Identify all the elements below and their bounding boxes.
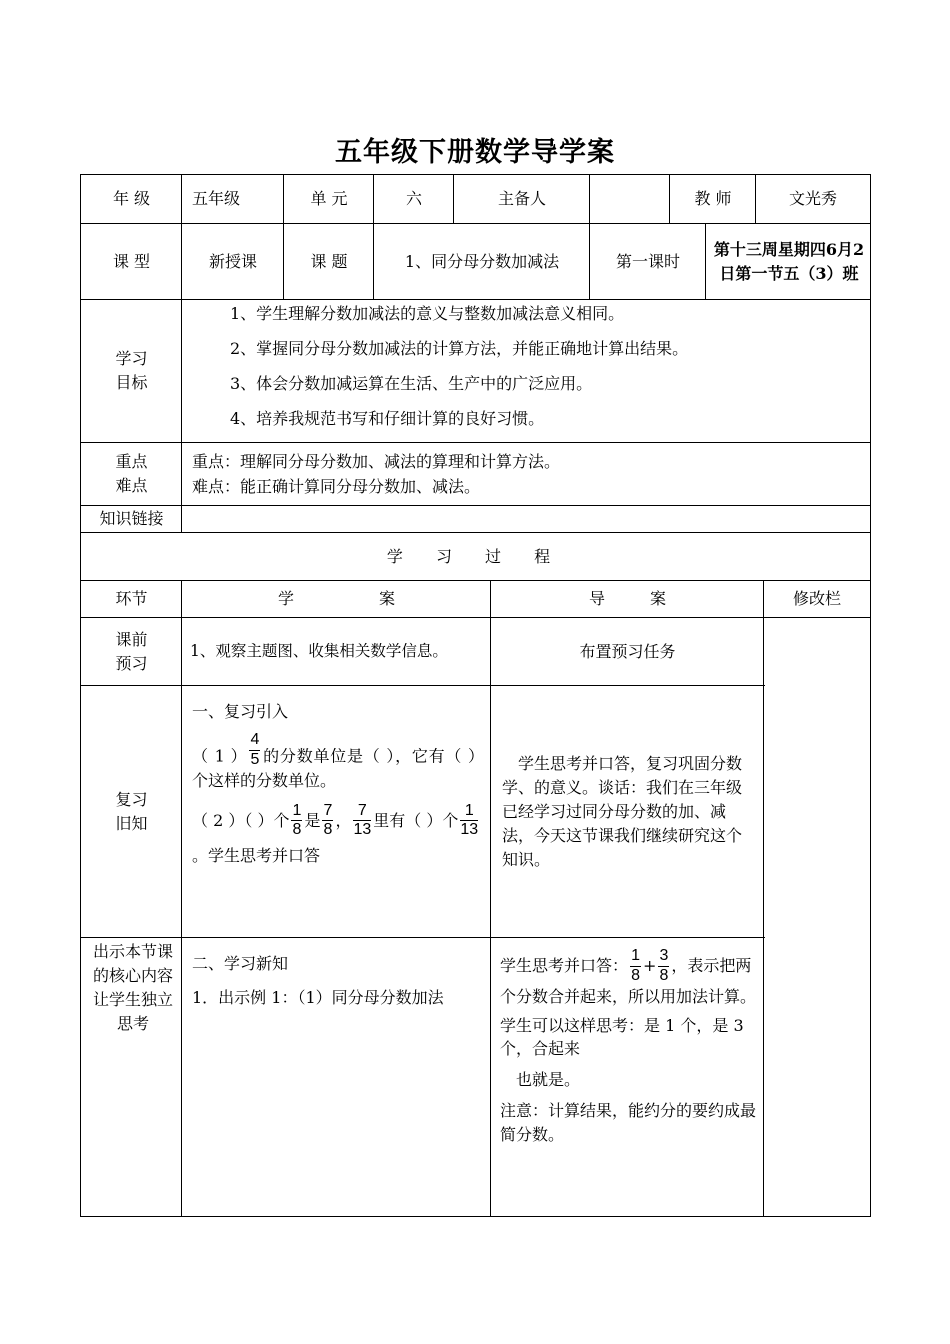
teacher-label: 教 师 — [694, 189, 732, 208]
fraction — [249, 732, 260, 769]
keypoints-content — [192, 450, 862, 502]
review-q1 — [192, 732, 484, 793]
newlearn-guide — [500, 948, 758, 1210]
newlearn-example: 1．出示例 1：（1）同分母分数加法 — [192, 988, 444, 1007]
goal-item: 3、体会分数加减运算在生活、生产中的广泛应用。 — [230, 374, 593, 393]
unit-label: 单 元 — [310, 189, 348, 208]
fraction — [460, 803, 478, 840]
teacher-value: 文光秀 — [788, 189, 837, 208]
table-rule — [373, 174, 374, 300]
preview-stage — [81, 618, 182, 685]
keypoints-label — [81, 443, 182, 505]
table-rule — [669, 174, 670, 224]
preview-stage-text: 课前预习 — [115, 629, 148, 673]
frac-den: 5 — [250, 750, 260, 768]
guide-p1 — [500, 948, 758, 1008]
col-revise: 修改栏 — [792, 589, 841, 608]
goals-label — [81, 300, 182, 442]
q2-prefix: （ 2 ）（ ）个 — [192, 810, 290, 830]
newlearn-heading: 二、学习新知 — [192, 954, 289, 973]
grade-value: 五年级 — [192, 189, 241, 208]
plus-sign: + — [643, 955, 657, 975]
table-border — [80, 1216, 871, 1217]
table-rule — [80, 937, 765, 938]
table-border — [80, 174, 81, 1217]
review-heading: 一、复习引入 — [192, 702, 289, 721]
guide-p3: 也就是。 — [516, 1070, 581, 1090]
table-rule — [763, 580, 764, 1217]
table-border — [80, 174, 871, 175]
period: 第一课时 — [615, 251, 680, 271]
table-rule — [80, 580, 871, 581]
table-rule — [181, 580, 182, 1217]
newlearn-study — [192, 952, 484, 1052]
preparer-label: 主备人 — [497, 189, 546, 208]
guide-p2: 学生可以这样思考：是 1 个，是 3 个，合起来 — [500, 1015, 744, 1058]
guide-p1-suffix: ，表示把两个分数合并起来，所以用加法计算。 — [500, 955, 757, 1006]
frac-num: 1 — [464, 801, 474, 819]
q1-text: 的分数单位是（ ），它有（ ）个这样的分数单位。 — [192, 746, 484, 790]
table-rule — [80, 505, 871, 506]
preparer-value — [590, 175, 670, 223]
frac-num: 7 — [357, 801, 367, 819]
frac-num: 1 — [631, 947, 640, 964]
frac-num: 4 — [250, 731, 260, 748]
knowledge-link-label: 知识链接 — [99, 509, 164, 528]
goals-list — [230, 302, 865, 442]
table-rule — [705, 223, 706, 300]
guide-p1-prefix: 学生思考并口答： — [500, 955, 629, 975]
frac-den: 13 — [460, 821, 479, 839]
frac-num: 3 — [659, 947, 669, 964]
type-label: 课 型 — [112, 251, 151, 271]
frac-den: 8 — [292, 821, 302, 839]
preview-study: 1、观察主题图、收集相关数学信息。 — [190, 641, 448, 660]
q1-prefix: （ 1 ） — [192, 746, 248, 766]
table-rule — [80, 299, 871, 300]
table-rule — [755, 174, 756, 224]
fraction — [322, 803, 333, 840]
frac-num: 7 — [323, 801, 333, 819]
type-value: 新授课 — [208, 251, 257, 271]
review-stage — [81, 686, 182, 937]
process-header: 学 习 过 程 — [386, 546, 565, 566]
table-rule — [80, 685, 765, 686]
table-rule — [80, 532, 871, 533]
newlearn-stage: 出示本节课的核心内容让学生独立思考 — [92, 942, 173, 1033]
goal-item: 4、培养我规范书写和仔细计算的良好习惯。 — [230, 409, 545, 428]
difficult-point: 难点：能正确计算同分母分数加、减法。 — [192, 476, 481, 496]
topic-value: 1、同分母分数加减法 — [404, 251, 560, 271]
fraction — [291, 803, 302, 840]
goals-label-text: 学习目标 — [115, 349, 148, 392]
frac-num: 1 — [292, 801, 302, 819]
table-border — [870, 174, 871, 1217]
fraction — [353, 803, 371, 840]
review-study — [192, 700, 484, 934]
q2-mid1: 是 — [304, 810, 321, 830]
col-study: 学 案 — [277, 589, 396, 608]
goal-item: 1、学生理解分数加减法的意义与整数加减法意义相同。 — [230, 304, 625, 323]
keypoints-label-text: 重点难点 — [115, 452, 148, 495]
schedule: 第十三周星期四6月2日第一节五（3）班 — [713, 240, 865, 283]
unit-value: 六 — [405, 189, 422, 208]
review-q2 — [192, 803, 484, 873]
page-title: 五年级下册数学导学案 — [335, 137, 615, 168]
fraction — [630, 948, 641, 985]
topic-label: 课 题 — [310, 251, 348, 271]
frac-den: 13 — [353, 821, 372, 839]
table-rule — [453, 174, 454, 224]
frac-den: 8 — [631, 966, 640, 984]
table-rule — [181, 174, 182, 533]
guide-p4: 注意：计算结果，能约分的要约成最简分数。 — [500, 1101, 757, 1144]
preview-guide: 布置预习任务 — [579, 641, 676, 661]
q2-end: 。学生思考并口答 — [192, 846, 321, 866]
q2-mid3: 里有（ ）个 — [373, 810, 459, 830]
table-rule — [80, 223, 871, 224]
goal-item: 2、掌握同分母分数加减法的计算方法，并能正确地计算出结果。 — [230, 339, 689, 358]
col-guide: 导 案 — [588, 589, 667, 608]
table-rule — [490, 580, 491, 1217]
table-rule — [589, 174, 590, 300]
review-stage-text: 复习旧知 — [115, 789, 148, 833]
fraction — [658, 948, 669, 985]
knowledge-link-value — [192, 506, 862, 532]
frac-den: 8 — [659, 966, 669, 984]
table-rule — [80, 442, 871, 443]
col-stage: 环节 — [115, 589, 148, 608]
q2-mid2: ， — [335, 810, 352, 830]
frac-den: 8 — [323, 821, 333, 839]
review-guide: 学生思考并口答，复习巩固分数学、的意义。谈话：我们在三年级已经学习过同分母分数的加、减法，今天这节课我们继续研究这个知识。 — [502, 754, 743, 869]
table-rule — [80, 617, 871, 618]
grade-label: 年 级 — [112, 189, 151, 208]
table-rule — [283, 174, 284, 300]
key-point: 重点：理解同分母分数加、减法的算理和计算方法。 — [192, 452, 561, 471]
